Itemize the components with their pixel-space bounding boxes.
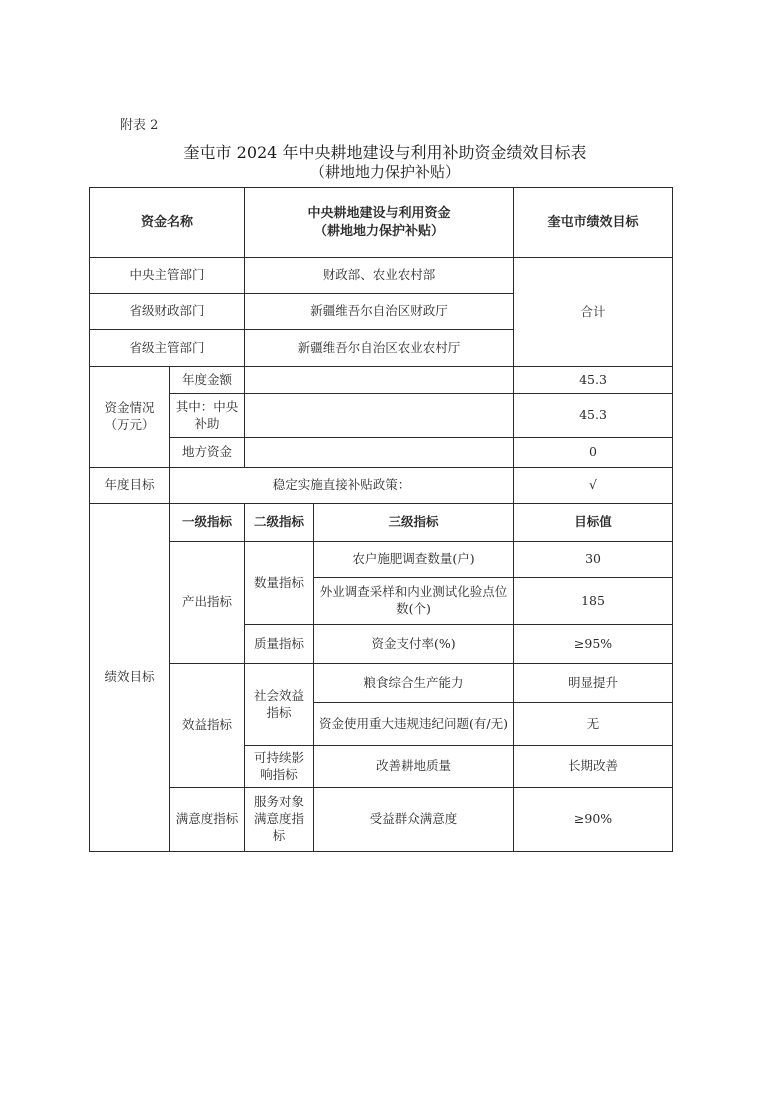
satisfaction-indicator-label: 满意度指标 [170, 788, 245, 852]
level3-header: 三级指标 [314, 504, 514, 542]
level2-header: 二级指标 [245, 504, 314, 542]
annual-target-label: 年度目标 [90, 468, 170, 504]
fund-row-value: 45.3 [514, 394, 673, 438]
annual-target-text: 稳定实施直接补贴政策： [170, 468, 514, 504]
fund-name-label: 资金名称 [90, 188, 245, 258]
fund-row-label: 年度金额 [170, 367, 245, 394]
performance-target-table [89, 187, 673, 852]
fund-row-empty [245, 394, 514, 438]
funds-label-line2: （万元） [104, 417, 155, 432]
fund-name-value [245, 188, 514, 258]
indicator-value: 30 [514, 542, 673, 578]
department-row [90, 258, 673, 294]
indicator-row [90, 542, 673, 578]
benefit-indicator-label: 效益指标 [170, 664, 245, 788]
fund-row [90, 394, 673, 438]
funds-label [90, 367, 170, 468]
target-column-label: 奎屯市绩效目标 [514, 188, 673, 258]
sustainable-impact-label: 可持续影响指标 [245, 746, 314, 788]
annual-target-row [90, 468, 673, 504]
indicator-name: 资金使用重大违规违纪问题(有/无) [314, 703, 514, 746]
fund-row-empty [245, 438, 514, 468]
indicator-name: 受益群众满意度 [314, 788, 514, 852]
indicator-value: 无 [514, 703, 673, 746]
department-label: 中央主管部门 [90, 258, 245, 294]
fund-row-value: 0 [514, 438, 673, 468]
output-indicator-label: 产出指标 [170, 542, 245, 664]
indicator-row [90, 664, 673, 703]
appendix-label: 附表 2 [120, 118, 159, 133]
indicator-row [90, 788, 673, 852]
quantity-indicator-label: 数量指标 [245, 542, 314, 625]
indicator-name: 资金支付率(%) [314, 625, 514, 664]
indicator-name: 粮食综合生产能力 [314, 664, 514, 703]
department-label: 省级主管部门 [90, 330, 245, 367]
fund-name-line2: （耕地地力保护补贴） [314, 223, 445, 239]
performance-label: 绩效目标 [90, 504, 170, 852]
indicator-name: 农户施肥调查数量(户) [314, 542, 514, 578]
indicator-value: 185 [514, 578, 673, 625]
document-title: 奎屯市 2024 年中央耕地建设与利用补助资金绩效目标表 [183, 143, 587, 162]
level1-header: 一级指标 [170, 504, 245, 542]
indicator-name: 外业调查采样和内业测试化验点位数(个) [314, 578, 514, 625]
indicator-value: 长期改善 [514, 746, 673, 788]
funds-label-line1: 资金情况 [104, 400, 155, 416]
fund-row-label: 地方资金 [170, 438, 245, 468]
quality-indicator-label: 质量指标 [245, 625, 314, 664]
department-value: 新疆维吾尔自治区财政厅 [245, 294, 514, 330]
department-label: 省级财政部门 [90, 294, 245, 330]
indicator-value: 明显提升 [514, 664, 673, 703]
indicator-value: ≥95% [514, 625, 673, 664]
fund-row [90, 367, 673, 394]
fund-row-empty [245, 367, 514, 394]
annual-target-mark: √ [514, 468, 673, 504]
document-subtitle: （耕地地力保护补贴） [309, 163, 460, 181]
indicator-value: ≥90% [514, 788, 673, 852]
fund-row [90, 438, 673, 468]
social-benefit-label: 社会效益指标 [245, 664, 314, 746]
target-value-header: 目标值 [514, 504, 673, 542]
performance-header-row [90, 504, 673, 542]
fund-name-line1: 中央耕地建设与利用资金 [307, 205, 451, 221]
indicator-name: 改善耕地质量 [314, 746, 514, 788]
service-satisfaction-label: 服务对象满意度指标 [245, 788, 314, 852]
department-value: 财政部、农业农村部 [245, 258, 514, 294]
fund-row-value: 45.3 [514, 367, 673, 394]
fund-row-label: 其中：中央补助 [170, 394, 245, 438]
total-label: 合计 [514, 258, 673, 367]
fund-name-row [90, 188, 673, 258]
department-value: 新疆维吾尔自治区农业农村厅 [245, 330, 514, 367]
